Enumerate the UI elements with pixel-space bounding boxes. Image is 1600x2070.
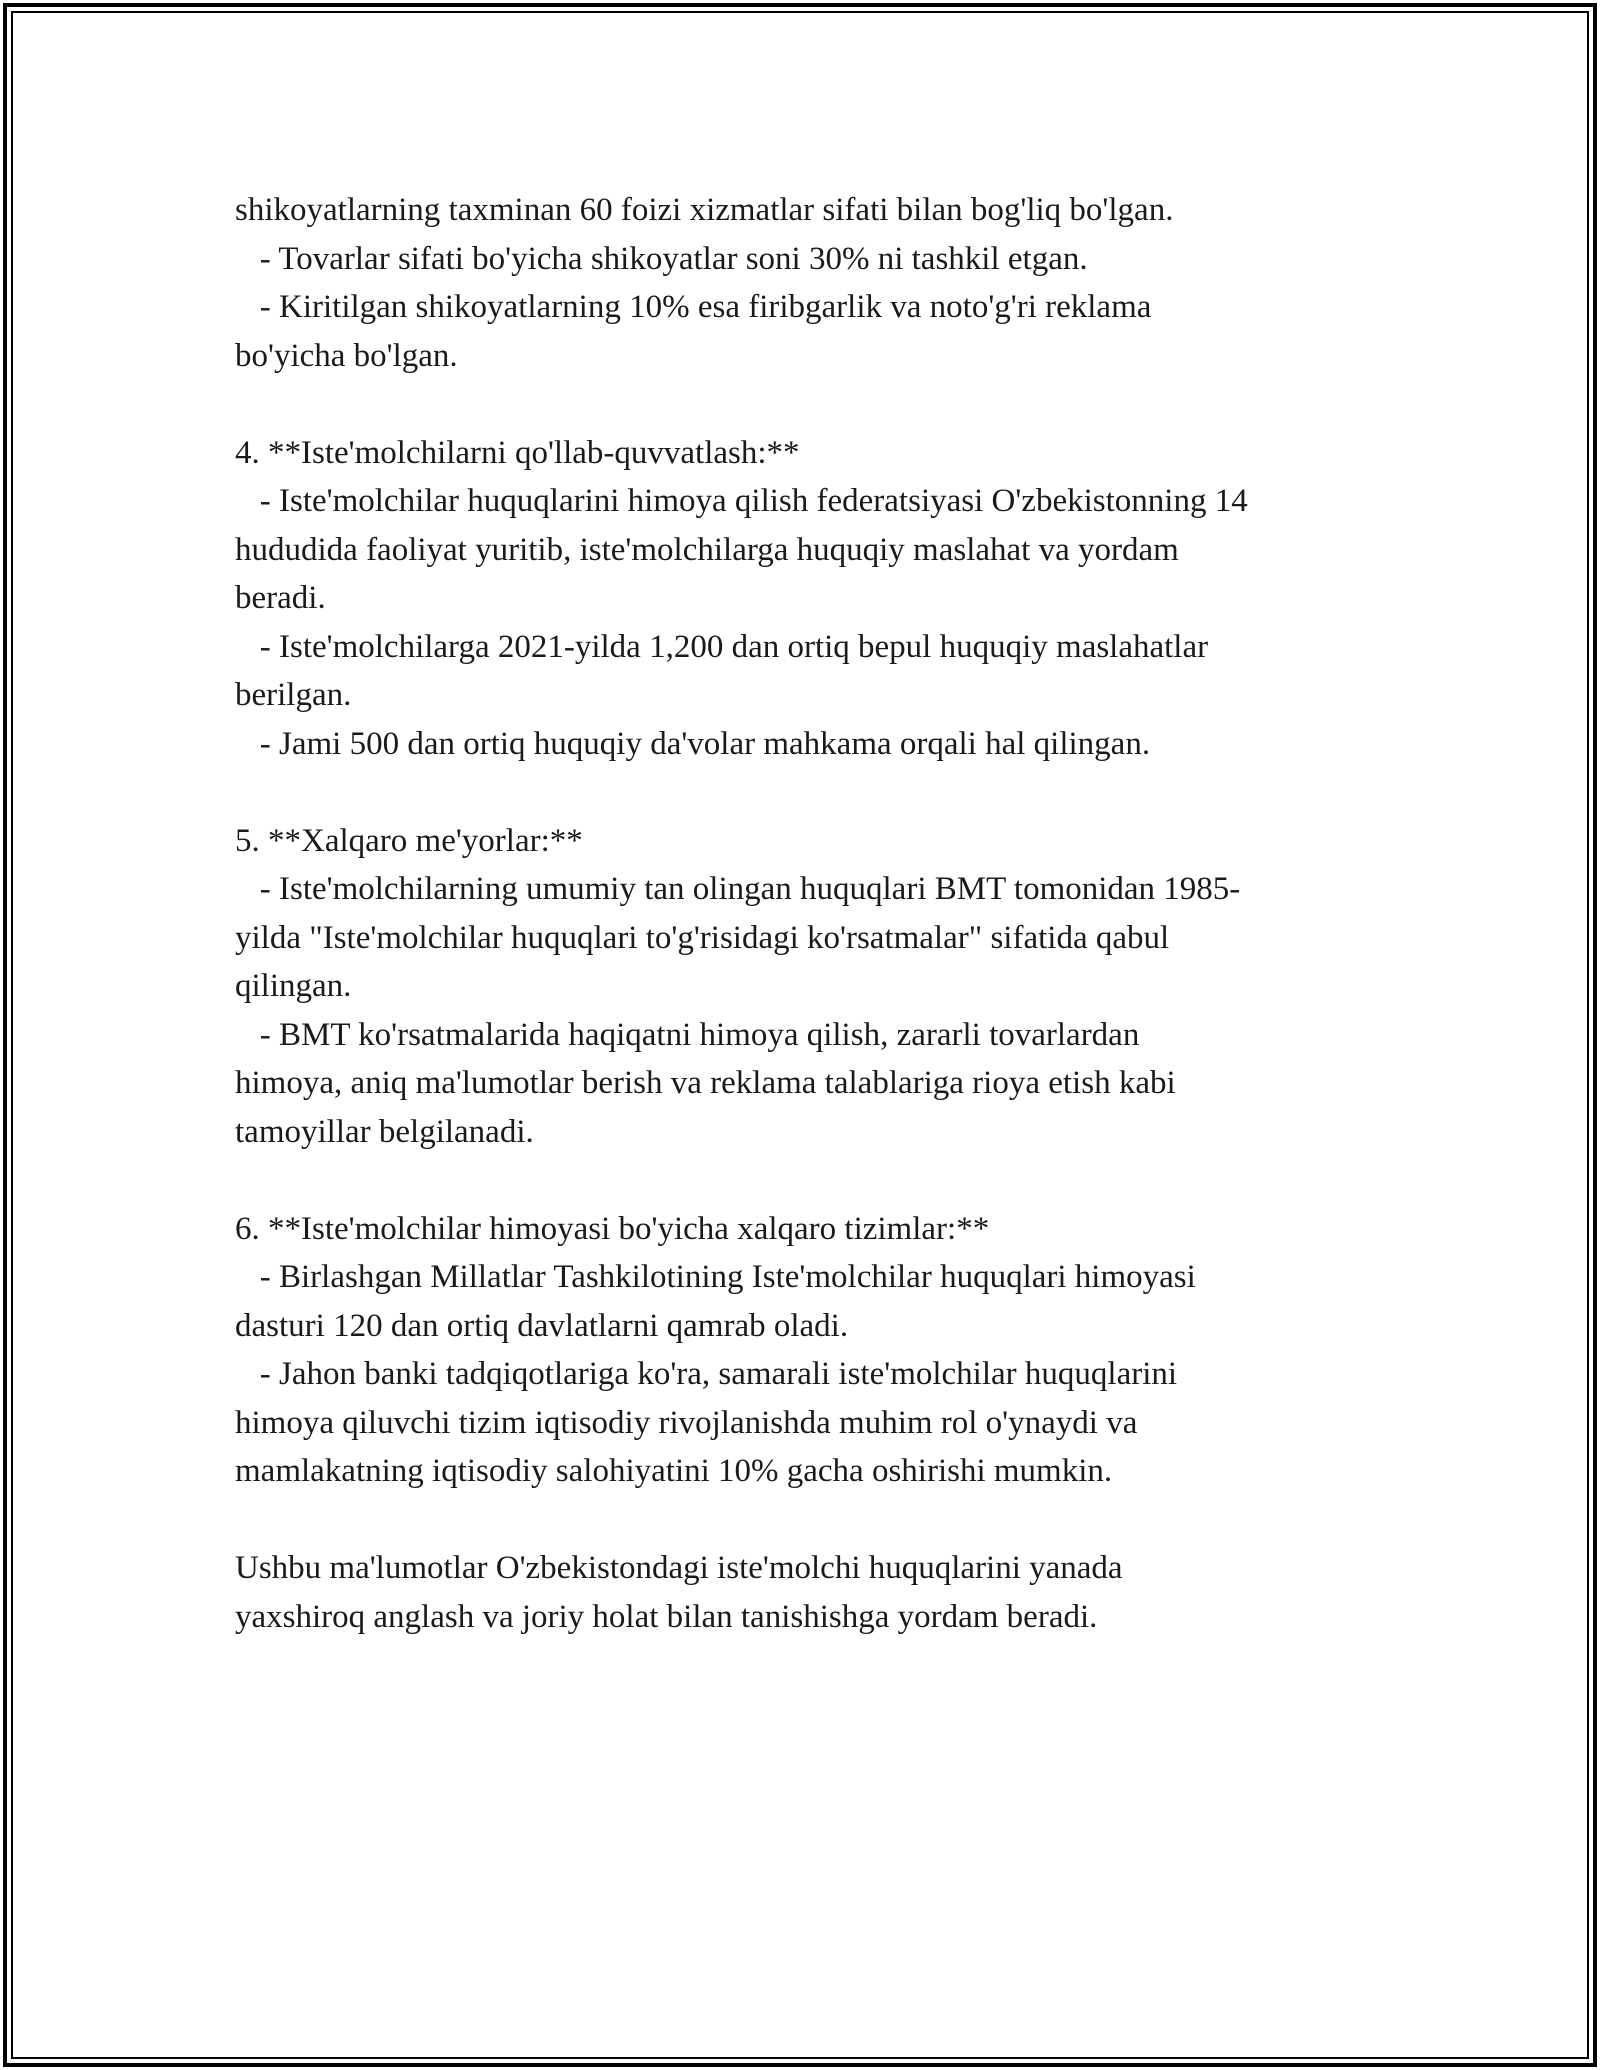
bullet-line: - Iste'molchilar huquqlarini himoya qilish federatsiyasi O'zbekistonning 14 bbox=[235, 483, 1248, 519]
closing-paragraph-line: Ushbu ma'lumotlar O'zbekistondagi iste'molchi huquqlarini yanada bbox=[235, 1550, 1123, 1586]
section-heading: 4. **Iste'molchilarni qo'llab-quvvatlash:** bbox=[235, 434, 800, 471]
document-body bbox=[235, 186, 1375, 1641]
text-line: himoya qiluvchi tizim iqtisodiy rivojlanishda muhim rol o'ynaydi va bbox=[235, 1404, 1138, 1441]
blank-line bbox=[235, 1496, 1375, 1545]
closing-paragraph-line: yaxshiroq anglash va joriy holat bilan tanishishga yordam beradi. bbox=[235, 1598, 1098, 1635]
bullet-line: - Jahon banki tadqiqotlariga ko'ra, samarali iste'molchilar huquqlarini bbox=[235, 1356, 1178, 1392]
blank-line bbox=[235, 380, 1375, 429]
section-heading: 6. **Iste'molchilar himoyasi bo'yicha xalqaro tizimlar:** bbox=[235, 1210, 990, 1247]
bullet-line: - Iste'molchilarga 2021-yilda 1,200 dan ortiq bepul huquqiy maslahatlar bbox=[235, 628, 1209, 665]
text-line: qilingan. bbox=[235, 968, 352, 1004]
blank-line bbox=[235, 768, 1375, 817]
blank-line bbox=[235, 1156, 1375, 1205]
text-line: berilgan. bbox=[235, 677, 352, 713]
bullet-line: - BMT ko'rsatmalarida haqiqatni himoya qilish, zararli tovarlardan bbox=[235, 1016, 1140, 1053]
text-line: bo'yicha bo'lgan. bbox=[235, 337, 458, 374]
section-heading: 5. **Xalqaro me'yorlar:** bbox=[235, 822, 583, 859]
text-line: dasturi 120 dan ortiq davlatlarni qamrab oladi. bbox=[235, 1307, 849, 1344]
text-line: shikoyatlarning taxminan 60 foizi xizmatlar sifati bilan bog'liq bo'lgan. bbox=[235, 192, 1174, 228]
bullet-line: - Jami 500 dan ortiq huquqiy da'volar mahkama orqali hal qilingan. bbox=[235, 725, 1151, 762]
bullet-line: - Birlashgan Millatlar Tashkilotining Iste'molchilar huquqlari himoyasi bbox=[235, 1259, 1196, 1295]
text-line: tamoyillar belgilanadi. bbox=[235, 1113, 534, 1150]
bullet-line: - Iste'molchilarning umumiy tan olingan huquqlari BMT tomonidan 1985- bbox=[235, 871, 1241, 907]
bullet-line: - Kiritilgan shikoyatlarning 10% esa firibgarlik va noto'g'ri reklama bbox=[235, 289, 1152, 325]
text-line: mamlakatning iqtisodiy salohiyatini 10% gacha oshirishi mumkin. bbox=[235, 1453, 1113, 1489]
text-line: himoya, aniq ma'lumotlar berish va reklama talablariga rioya etish kabi bbox=[235, 1065, 1176, 1101]
bullet-line: - Tovarlar sifati bo'yicha shikoyatlar soni 30% ni tashkil etgan. bbox=[235, 240, 1088, 277]
text-line: beradi. bbox=[235, 580, 326, 616]
text-line: hududida faoliyat yuritib, iste'molchilarga huquqiy maslahat va yordam bbox=[235, 531, 1179, 568]
text-line: yilda "Iste'molchilar huquqlari to'g'risidagi ko'rsatmalar" sifatida qabul bbox=[235, 919, 1170, 956]
